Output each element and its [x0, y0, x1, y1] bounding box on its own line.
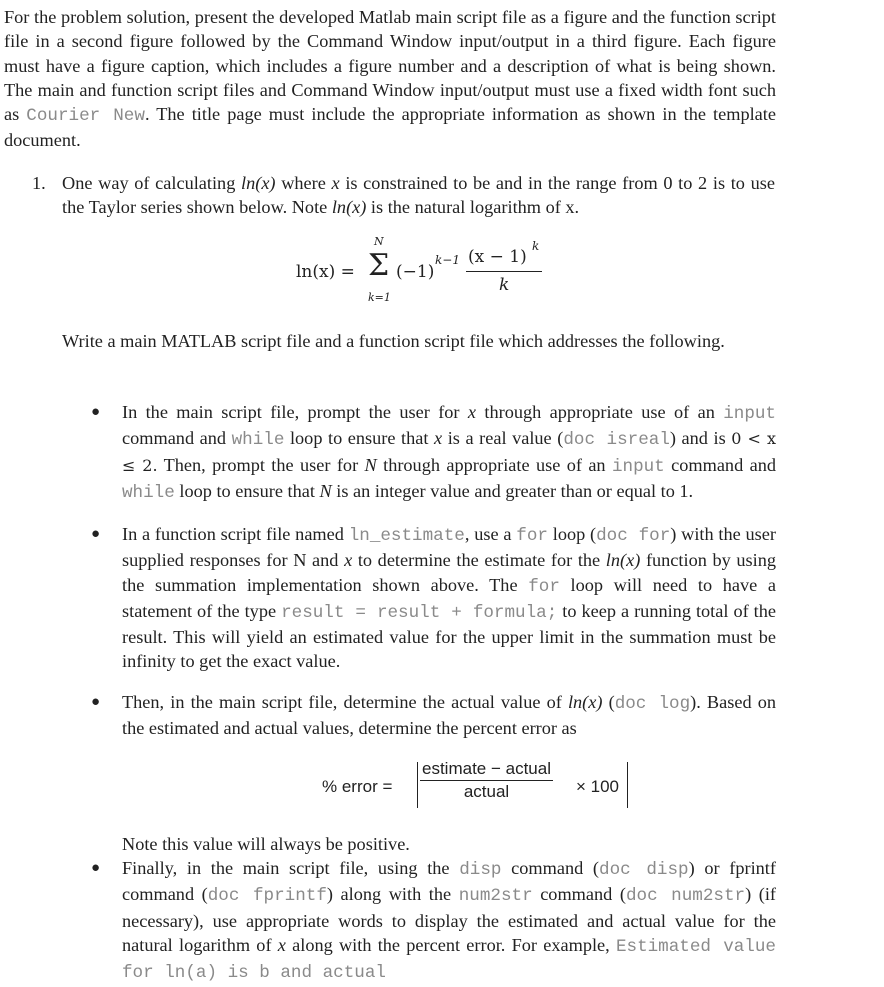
sigma-symbol: Σ [368, 248, 390, 283]
error-lhs: % error = [322, 777, 393, 796]
percent-error-equation [322, 758, 642, 816]
abs-bar-left [417, 762, 418, 808]
fraction-numerator: (x − 1) [468, 247, 527, 267]
fraction-denominator: k [499, 275, 510, 295]
ln-x-term: ln(x) [241, 173, 276, 193]
bullet-item-prompt-x: In the main script file, prompt the user for x through appropriate use of an input command and while loop to ensure that x is a real value (doc isreal) and is 0 < x ≤ 2. Then, prompt the user for N through appropriate use of an input command and while loop to ensure that N is an integer value and greater than or equal to 1. [122, 402, 777, 503]
font-name-courier: Courier New [26, 106, 145, 127]
error-numerator: estimate − actual [420, 758, 553, 781]
taylor-series-equation [296, 234, 556, 310]
abs-bar-right [627, 762, 628, 808]
bullet-item-display: Finally, in the main script file, using the disp command (doc disp) or fprintf command (doc fprintf) along with the num2str command (doc num2str) (if necessary), use appropriate words to display the estimated and actual value for the natural logarithm of x along with the percent error. For example, Estimated value for ln(a) is b and actual [122, 858, 777, 984]
sign-exponent: k−1 [435, 253, 460, 267]
problem-statement: One way of calculating ln(x) where x is constrained to be and in the range from 0 to 2 is to use the Taylor series shown below. Note ln(x) is the natural logarithm of x. [62, 173, 775, 218]
sum-upper-limit: N [374, 235, 384, 248]
write-instruction: Write a main MATLAB script file and a function script file which addresses the following. [62, 331, 725, 351]
equation-lhs: ln(x) = [296, 262, 355, 282]
intro-text-2: . The title page must include the appropriate information as shown in the template document. [4, 104, 776, 151]
fraction-bar [466, 271, 542, 272]
bullet-icon: ● [91, 694, 101, 710]
example-output: Estimated value for ln(a) is b and actual [122, 936, 776, 984]
sign-base: (−1) [396, 262, 435, 282]
times-hundred: × 100 [576, 777, 620, 796]
error-fraction [420, 758, 553, 803]
bullet-icon: ● [91, 526, 101, 542]
bullet-icon: ● [91, 860, 101, 876]
problem-number: 1. [32, 173, 46, 193]
error-denominator: actual [463, 782, 510, 801]
intro-text-1: For the problem solution, present the developed Matlab main script file as a figure and the function script file in a second figure followed by the Command Window input/output in a third figure. Each figure must have a figure caption, which includes a figure number and a description of what is being shown. The main and function script files and Command Window input/output must use a fixed width font such as [4, 7, 776, 125]
sum-lower-limit: k=1 [368, 291, 391, 304]
positive-note: Note this value will always be positive. [122, 834, 410, 854]
intro-paragraph [4, 5, 776, 153]
bullet-item-actual-value: Then, in the main script file, determine the actual value of ln(x) (doc log). Based on the estimated and actual values, determine the percent error as [122, 692, 776, 739]
bullet-icon: ● [91, 404, 101, 420]
numerator-exponent: k [532, 239, 540, 253]
bullet-item-function-file: In a function script file named ln_estimate, use a for loop (doc for) with the user supplied responses for N and x to determine the estimate for the ln(x) function by using the summation implementation shown above. The for loop will need to have a statement of the type result = result + formula; to keep a running total of the result. This will yield an estimated value for the upper limit in the summation must be infinity to get the exact value. [122, 524, 777, 672]
